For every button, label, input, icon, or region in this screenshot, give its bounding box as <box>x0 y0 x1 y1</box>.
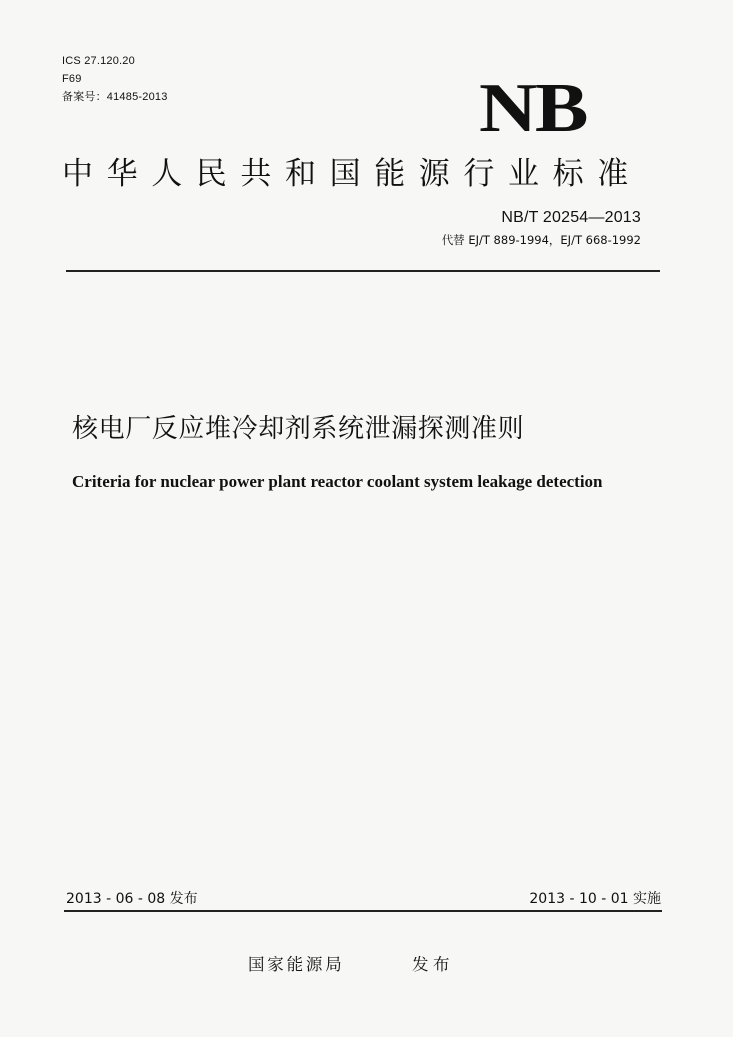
replaces-standards: 代替 EJ/T 889-1994，EJ/T 668-1992 <box>441 233 641 247</box>
publisher-name: 国家能源局 <box>248 955 345 974</box>
ics-code: ICS 27.120.20 <box>62 55 135 67</box>
bottom-divider <box>64 910 662 912</box>
document-title-chinese: 核电厂反应堆冷却剂系统泄漏探测准则 <box>72 414 525 444</box>
standard-number: NB/T 20254—2013 <box>501 209 641 226</box>
implementation-date: 2013 - 10 - 01 实施 <box>529 891 661 907</box>
nb-logo: NB <box>479 70 587 147</box>
ccs-code: F69 <box>62 73 82 85</box>
authority-title: 中华人民共和国能源行业标准 <box>62 156 642 192</box>
issue-date: 2013 - 06 - 08 发布 <box>66 891 198 907</box>
top-divider <box>66 270 660 272</box>
classification-block <box>62 52 282 106</box>
publish-label: 发布 <box>412 955 454 974</box>
document-title-english: Criteria for nuclear power plant reactor coolant system leakage detection <box>72 472 603 491</box>
record-number: 备案号：41485-2013 <box>62 91 168 103</box>
